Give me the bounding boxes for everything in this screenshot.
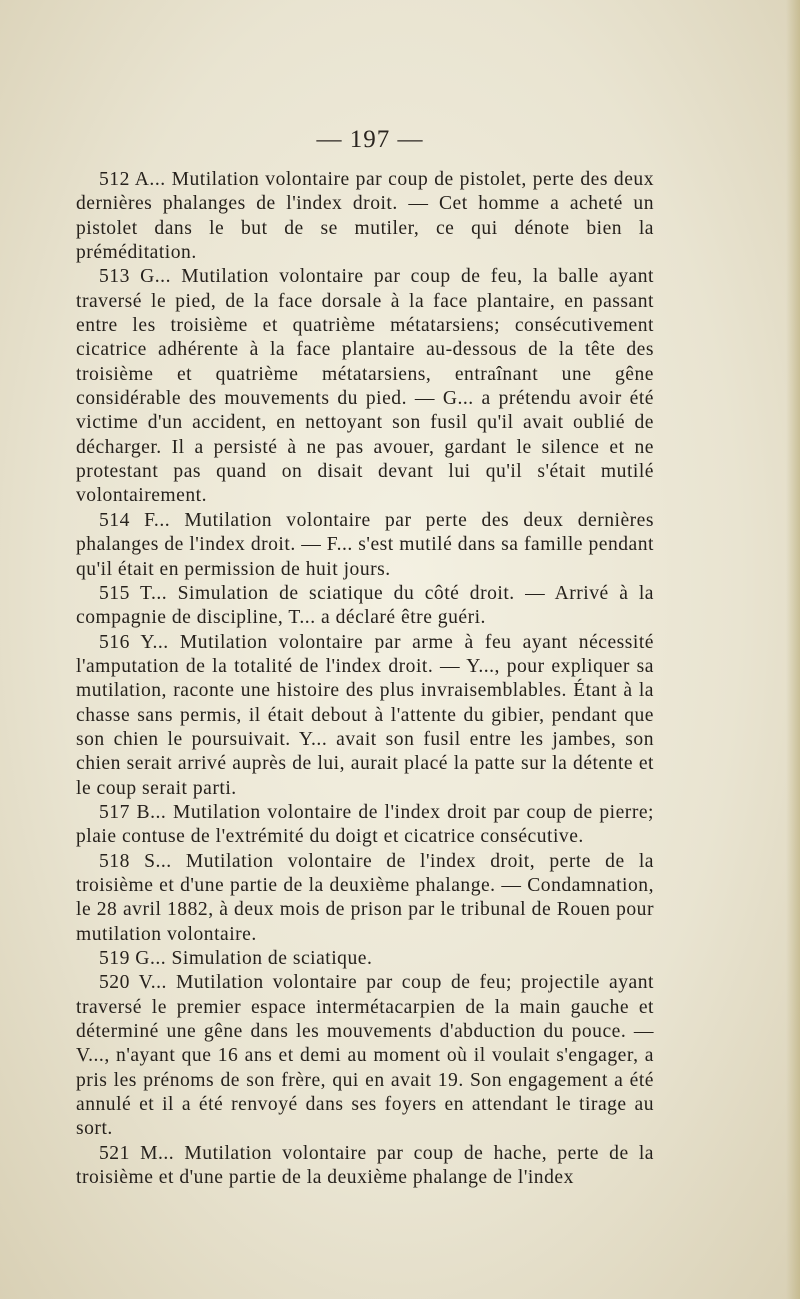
entry-516: 516 Y... Mutilation volontaire par arme à feu ayant nécessité l'amputation de la totalité de l'index droit. — Y..., pour expliquer sa mutilation, raconte une histoire des plus invraisemblables. Étant à la chasse sans permis, il était debout à l'attente du gibier, pendant que son chien le poursuivait. Y... avait son fusil entre les jambes, son chien serait arrivé auprès de lui, aurait placé la patte sur la détente et le coup serait parti. (76, 631, 654, 799)
entry-512: 512 A... Mutilation volontaire par coup de pistolet, perte des deux dernières phalanges de l'index droit. — Cet homme a acheté un pistolet dans le but de se mutiler, ce qui dénote bien la préméditation. (76, 169, 654, 264)
page-body (76, 168, 654, 1190)
entry-515: 515 T... Simulation de sciatique du côté droit. — Arrivé à la compagnie de discipline, T... a déclaré être guéri. (76, 582, 654, 629)
entry-519: 519 G... Simulation de sciatique. (99, 948, 373, 969)
page-edge (786, 0, 800, 1299)
entry-518: 518 S... Mutilation volontaire de l'index droit, perte de la troisième et d'une partie de la deuxième phalange. — Condamnation, le 28 avril 1882, à deux mois de prison par le tribunal de Rouen pour mutilation volontaire. (76, 850, 654, 945)
entry-513: 513 G... Mutilation volontaire par coup de feu, la balle ayant traversé le pied, de la face dorsale à la face plantaire, en passant entre les troisième et quatrième métatarsiens; consécutivement cicatrice adhérente à la face plantaire au-dessous de la tête des troisième et quatrième métatarsiens, entraînant une gêne considérable des mouvements du pied. — G... a prétendu avoir été victime d'un accident, en nettoyant son fusil qu'il avait oublié de décharger. Il a persisté à ne pas avouer, gardant le silence et ne protestant pas quand on disait devant lui qu'il s'était mutilé volontairement. (76, 266, 654, 507)
entry-521: 521 M... Mutilation volontaire par coup de hache, perte de la troisième et d'une partie de la deuxième phalange de l'index (76, 1142, 654, 1189)
page-number: — 197 — (316, 126, 424, 153)
entry-514: 514 F... Mutilation volontaire par perte des deux dernières phalanges de l'index droit. — F... s'est mutilé dans sa famille pendant qu'il était en permission de huit jours. (76, 509, 654, 580)
entry-520: 520 V... Mutilation volontaire par coup de feu; projectile ayant traversé le premier espace intermétacarpien de la main gauche et déterminé une gêne dans les mouvements d'abduction du pouce. — V..., n'ayant que 16 ans et demi au moment où il voulait s'engager, a pris les prénoms de son frère, qui en avait 19. Son engagement a été annulé et il a été renvoyé dans ses foyers en attendant le tirage au sort. (76, 972, 654, 1140)
entry-517: 517 B... Mutilation volontaire de l'index droit par coup de pierre; plaie contuse de l'extrémité du doigt et cicatrice consécutive. (76, 801, 654, 848)
